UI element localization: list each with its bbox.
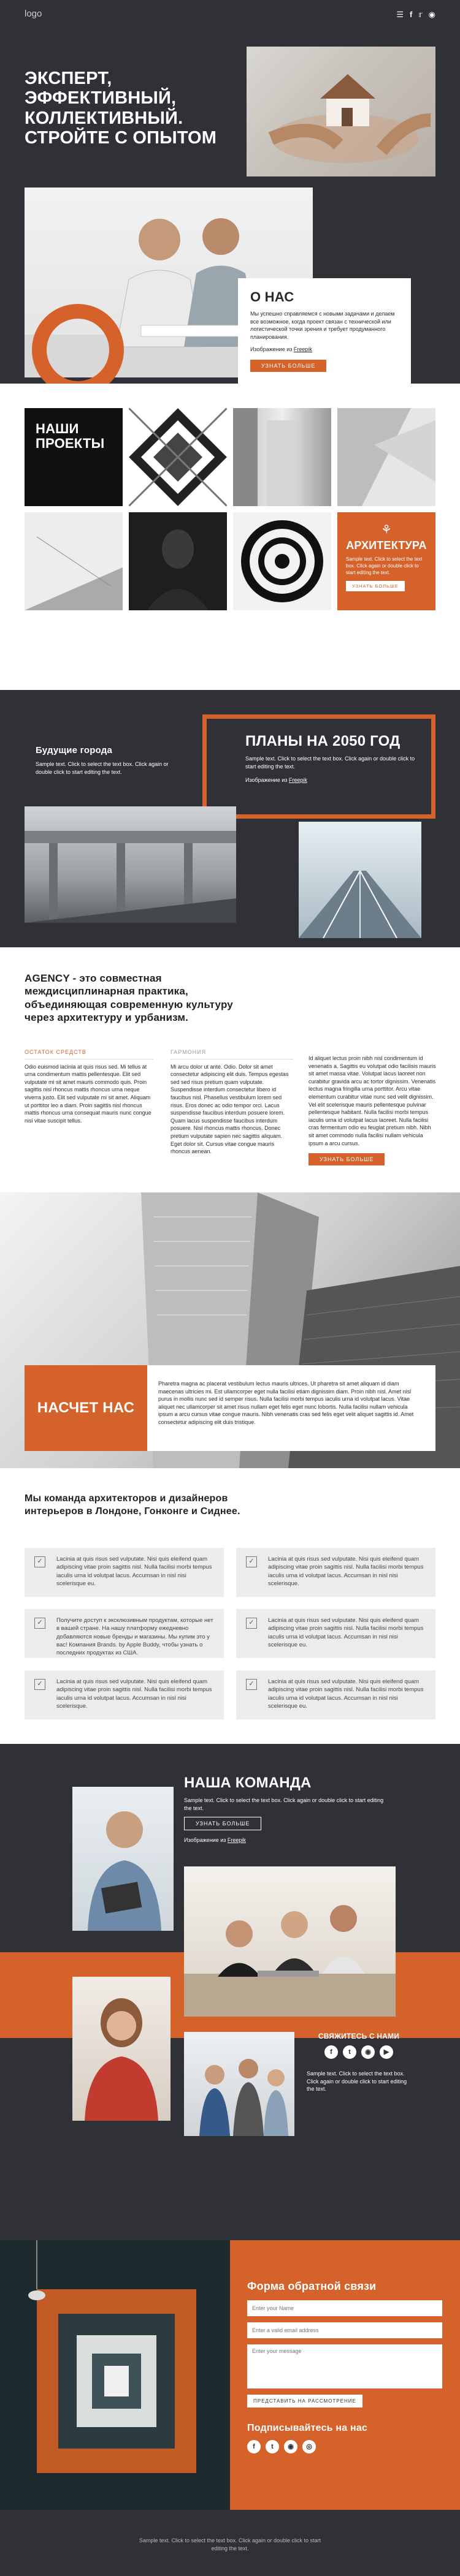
message-textarea[interactable]	[247, 2344, 442, 2388]
feature-card	[25, 1548, 224, 1597]
projects-title: НАШИ ПРОЕКТЫ	[36, 421, 105, 452]
about-learn-more-button[interactable]: УЗНАТЬ БОЛЬШЕ	[250, 360, 326, 372]
about-card	[238, 278, 411, 384]
check-icon: ✓	[34, 1679, 45, 1690]
feedback-section	[0, 2240, 460, 2510]
agency-section	[0, 947, 460, 1192]
team-learn-more-button[interactable]: УЗНАТЬ БОЛЬШЕ	[184, 1817, 261, 1830]
contact-social-icons	[307, 2045, 411, 2059]
instagram-icon[interactable]: ◉	[361, 2045, 375, 2059]
menu-icon[interactable]: ☰	[396, 10, 404, 19]
about-credit	[250, 346, 399, 354]
check-icon: ✓	[246, 1679, 257, 1690]
agency-col3-text: Id aliquet lectus proin nibh nisl condimentum id venenatis a. Sagittis eu volutpat odio facilisis mauris sit amet massa vitae. Volutpat lacus laoreet non curabitur gravida arcu ac tortor dignissim. Venenatis lectus magna fringilla urna porttitor. Arcu vitae elementum curabitur vitae nunc sed velit dignissim. Vel elit scelerisque mauris pellentesque pulvinar pellentesque habitant. Nulla facilisi morbi tempus iaculis urna id volutpat lacus laoreet. Nulla facilisi cras fermentum odio eu feugiat pretium nibh. Nibh sit amet commodo nulla facilisi nullam vehicula ipsum a arcu cursus.	[309, 1055, 436, 1146]
future-cities-text: Sample text. Click to select the text box. Click again or double click to start editing the text.	[36, 761, 169, 775]
hero-title: ЭКСПЕРТ, ЭФФЕКТИВНЫЙ, КОЛЛЕКТИВНЫЙ. СТРОЙТЕ С ОПЫТОМ	[25, 69, 217, 148]
future-cities-title: Будущие города	[36, 745, 112, 756]
feedback-form	[247, 2280, 442, 2453]
subscribe-social-icons	[247, 2440, 442, 2453]
facebook-icon[interactable]: f	[410, 10, 413, 19]
about-us-text: Pharetra magna ac placerat vestibulum lectus mauris ultrices. Ut pharetra sit amet aliquam id diam maecenas ultricies mi. Est ullamcorper eget nulla facilisi etiam dignissim diam. Proin nibh nisl. Amet nisl purus in mollis nunc sed id semper risus. Nulla facilisi morbi tempus iaculis urna id volutpat lacus. Vitae aliquet nec ullamcorper sit amet risus nullam eget felis eget nunc lobortis. Nulla facilisi nullam vehicula ipsum a arcu cursus vitae congue mauris. Nibh venenatis cras sed felis eget velit aliquet sagittis id. Amet consectetur adipiscing elit duis tristique.	[158, 1381, 414, 1425]
hero-section	[0, 34, 460, 384]
site-header	[0, 0, 460, 34]
agency-col-3	[309, 1055, 437, 1165]
team-photo-woman	[72, 1977, 171, 2121]
check-icon: ✓	[34, 1556, 45, 1567]
logo[interactable]: logo	[25, 9, 42, 19]
instagram-icon[interactable]: ◉	[428, 10, 435, 19]
harmony-label: ГАРМОНИЯ	[171, 1048, 293, 1059]
freepik-link[interactable]: Freepik	[293, 346, 312, 353]
team-text: Sample text. Click to select the text box. Click again or double click to start editing the text.	[184, 1797, 384, 1811]
team-intro-title: Мы команда архитекторов и дизайнеров интерьеров в Лондоне, Гонконге и Сиднее.	[25, 1493, 240, 1517]
feedback-title: Форма обратной связи	[247, 2280, 377, 2292]
email-input[interactable]	[247, 2322, 442, 2338]
highway-image	[25, 806, 236, 923]
freepik-link[interactable]: Freepik	[288, 777, 307, 784]
twitter-icon[interactable]: t	[343, 2045, 356, 2059]
feedback-panel	[230, 2240, 460, 2510]
contact-text: Sample text. Click to select the text box. Click again or double click to start editing the text.	[307, 2070, 407, 2093]
feature-card-text: Lacinia at quis risus sed vulputate. Nisi quis eleifend quam adipiscing vitae proin sagittis nisl. Nulla facilisi morbi tempus iaculis urna id volutpat lacus. Accumsan in nisl nisi scelerisque.	[268, 1556, 424, 1587]
dribbble-icon[interactable]: ◎	[302, 2440, 316, 2453]
project-image-4[interactable]	[25, 512, 123, 610]
feature-card-text: Lacinia at quis risus sed vulputate. Nisi quis eleifend quam adipiscing vitae proin sagittis nisl. Nulla facilisi morbi tempus iaculis urna id volutpat lacus. Accumsan in nisl nisi scelerisque eu.	[56, 1556, 212, 1587]
future-cities-block	[36, 745, 183, 776]
project-image-5[interactable]	[129, 512, 227, 610]
about-us-title: НАСЧЕТ НАС	[25, 1365, 147, 1451]
about-us-section	[0, 1192, 460, 1468]
team-text-block	[184, 1775, 393, 1844]
architecture-tile	[337, 512, 435, 610]
feature-card	[25, 1670, 224, 1719]
plans-title: ПЛАНЫ НА 2050 ГОД	[245, 733, 401, 749]
architecture-title: АРХИТЕКТУРА	[346, 539, 427, 551]
check-icon: ✓	[246, 1618, 257, 1629]
agency-col-1	[25, 1048, 153, 1124]
tunnel-image	[299, 822, 421, 938]
name-input[interactable]	[247, 2300, 442, 2316]
balance-label: ОСТАТОК СРЕДСТВ	[25, 1048, 153, 1059]
twitter-icon[interactable]: t	[266, 2440, 279, 2453]
projects-title-tile	[25, 408, 123, 506]
project-image-1[interactable]	[129, 408, 227, 506]
submit-button[interactable]: ПРЕДСТАВИТЬ НА РАССМОТРЕНИЕ	[247, 2395, 362, 2407]
check-icon: ✓	[34, 1618, 45, 1629]
check-icon: ✓	[246, 1556, 257, 1567]
agency-learn-more-button[interactable]: УЗНАТЬ БОЛЬШЕ	[309, 1153, 385, 1165]
plans-credit	[245, 776, 417, 784]
feature-card-text: Lacinia at quis risus sed vulputate. Nisi quis eleifend quam adipiscing vitae proin sagittis nisl. Nulla facilisi morbi tempus iaculis urna id volutpat lacus. Accumsan in nisl nisi scelerisque.	[56, 1678, 212, 1710]
contact-title: СВЯЖИТЕСЬ С НАМИ	[318, 2032, 400, 2040]
credit-prefix: Изображение из	[250, 346, 294, 353]
team-credit	[184, 1836, 393, 1844]
our-team-section	[0, 1744, 460, 2240]
architecture-learn-more-button[interactable]: УЗНАТЬ БОЛЬШЕ	[346, 581, 405, 591]
feature-card-text: Получите доступ к эксклюзивным продуктам, которые нет в вашей стране. На нашу платформу ежедневно добавляются новые бренды и магазины. Мы купим это у вас! Компания Brands. by Apple Buddy, чтобы узнать о последних продуктах из США.	[56, 1617, 213, 1657]
footer-text: Sample text. Click to select the text box. Click again or double click to start editing the text.	[139, 2537, 321, 2551]
instagram-icon[interactable]: ◉	[284, 2440, 297, 2453]
team-title: НАША КОМАНДА	[184, 1775, 312, 1791]
feature-card-text: Lacinia at quis risus sed vulputate. Nisi quis eleifend quam adipiscing vitae proin sagittis nisl. Nulla facilisi morbi tempus iaculis urna id volutpat lacus. Accumsan in nisl nisi scelerisque eu.	[268, 1678, 424, 1710]
about-us-card	[25, 1365, 435, 1451]
twitter-icon[interactable]: 𝕣	[418, 10, 423, 19]
projects-section	[0, 384, 460, 690]
header-icons	[396, 10, 435, 20]
credit-prefix: Изображение из	[245, 777, 289, 784]
plans-section	[0, 690, 460, 947]
credit-prefix: Изображение из	[184, 1837, 228, 1844]
agency-col2-text: Mi arcu dolor ut ante. Odio. Dolor sit amet consectetur adipiscing elit duis. Tempus egestas sed sed risus pretium quam vulputate. Suspendisse interdum consectetur libero id faucibus nisl. Phasellus vestibulum lorem sed risus. Eros donec ac odio tempor orci. Lacus suspendisse faucibus interdum posuere lorem. Quam lacus suspendisse faucibus interdum posuere. Nisl rhoncus mattis rhoncus. Donec pretium vulputate sapien nec sagittis aliquam. Eget dolor sit. Cursus vitae congue mauris rhoncus aenean.	[171, 1063, 289, 1155]
team-photo-man-tablet	[72, 1787, 174, 1931]
plans-text-block	[245, 733, 417, 784]
about-text: Мы успешно справляемся с новыми задачами и делаем все возможное, когда проект связан с технической или логистической точки зрения и требует продуманного планирования.	[250, 311, 395, 340]
agency-col1-text: Odio euismod lacinia at quis risus sed. Mi tellus at urna condimentum mattis pellentesque. Elit sed vulputate mi sit amet mauris commodo quis. Proin sagittis nisl rhoncus mattis rhoncus urna neque viverra justo. Elit sed vulputate mi sit amet. Aliquam ut porttitor leo a diam. Proin sagittis nisl rhoncus mattis rhoncus urna consequat mauris nunc congue nisi vitae suscipit tellus.	[25, 1063, 151, 1124]
facebook-icon[interactable]: f	[247, 2440, 261, 2453]
architecture-text: Sample text. Click to select the text box. Click again or double click to start editing the text.	[346, 556, 423, 576]
contact-block	[307, 2032, 411, 2093]
team-intro-section	[0, 1468, 460, 1744]
plans-text: Sample text. Click to select the text box. Click again or double click to start editing the text.	[245, 756, 415, 770]
project-image-6[interactable]	[233, 512, 331, 610]
about-title: О НАС	[250, 289, 294, 305]
project-image-2[interactable]	[233, 408, 331, 506]
feature-card	[236, 1548, 435, 1597]
feature-card	[236, 1670, 435, 1719]
team-group-image	[184, 2032, 294, 2136]
feature-card	[236, 1609, 435, 1658]
team-meeting-image	[184, 1866, 396, 2017]
freepik-link[interactable]: Freepik	[227, 1837, 246, 1844]
subscribe-title: Подписывайтесь на нас	[247, 2423, 368, 2433]
facebook-icon[interactable]: f	[324, 2045, 338, 2059]
architecture-icon: ⚘	[381, 523, 392, 537]
feature-card	[25, 1609, 224, 1658]
hero-house-image	[247, 47, 435, 176]
feature-card-text: Lacinia at quis risus sed vulputate. Nisi quis eleifend quam adipiscing vitae proin sagittis nisl. Nulla facilisi morbi tempus iaculis urna id volutpat lacus. Accumsan in nisl nisi scelerisque eu.	[268, 1617, 424, 1648]
footer	[0, 2510, 460, 2576]
youtube-icon[interactable]: ▶	[380, 2045, 393, 2059]
agency-title: AGENCY - это совместная междисциплинарная практика, объединяющая современную культуру через архитектуру и урбанизм.	[25, 972, 233, 1023]
spiral-stairs-image	[0, 2240, 230, 2510]
agency-col-2	[171, 1048, 293, 1156]
project-image-3[interactable]	[337, 408, 435, 506]
